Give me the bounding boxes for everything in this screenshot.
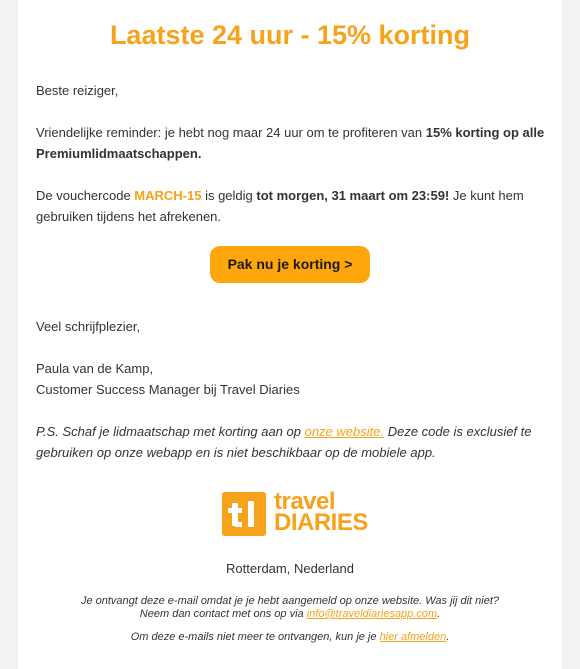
- signature-name: Paula van de Kamp,: [36, 361, 154, 376]
- ps-pre: P.S. Schaf je lidmaatschap met korting aan op: [36, 424, 305, 439]
- signature-role: Customer Success Manager bij Travel Diaries: [36, 382, 300, 397]
- logo-tl-glyph: [222, 492, 266, 536]
- greeting: Beste reiziger,: [36, 83, 119, 98]
- footer-contact-post: .: [437, 608, 441, 620]
- logo-mark-icon: [222, 492, 266, 536]
- claim-discount-button[interactable]: Pak nu je korting >: [210, 246, 370, 283]
- unsubscribe-link[interactable]: hier afmelden: [379, 631, 447, 643]
- voucher-pre: De vouchercode: [36, 188, 135, 203]
- travel-diaries-logo: [222, 488, 368, 538]
- logo-word-diaries: DIARIES: [274, 509, 368, 536]
- ps-paragraph: [36, 421, 552, 463]
- reminder-text: Vriendelijke reminder: je hebt nog maar 24 uur om te profiteren van: [36, 125, 426, 140]
- logo-word-travel: travel: [274, 488, 336, 515]
- contact-email-link[interactable]: info@traveldiariesapp.com: [306, 608, 438, 620]
- voucher-code: MARCH-15: [134, 188, 202, 203]
- unsubscribe-pre: Om deze e-mails niet meer te ontvangen, kun je je: [130, 631, 380, 643]
- reminder-bold: 15% korting op alle Premiumlidmaatschappen.: [36, 125, 545, 161]
- unsubscribe-post: .: [446, 631, 450, 643]
- footer-notice-line2: [18, 607, 562, 621]
- voucher-mid: is geldig: [201, 188, 257, 203]
- website-link[interactable]: onze website.: [304, 424, 385, 439]
- footer-notice-line1: Je ontvangt deze e-mail omdat je je hebt aangemeld op onze website. Was jij dit niet?: [80, 595, 500, 607]
- voucher-post: Je kunt hem gebruiken tijdens het afrekenen.: [36, 188, 524, 224]
- closing: Veel schrijfplezier,: [36, 319, 141, 334]
- unsubscribe-line: [18, 630, 562, 644]
- email-card: [18, 0, 562, 669]
- voucher-paragraph: [36, 185, 552, 227]
- email-headline: Laatste 24 uur - 15% korting: [109, 20, 471, 50]
- voucher-deadline: tot morgen, 31 maart om 23:59!: [256, 188, 450, 203]
- reminder-paragraph: [36, 122, 552, 164]
- ps-post: Deze code is exclusief te gebruiken op onze webapp en is niet beschikbaar op de mobiele app.: [36, 424, 532, 460]
- location-text: Rotterdam, Nederland: [226, 561, 354, 576]
- footer-contact-pre: Neem dan contact met ons op via: [139, 608, 307, 620]
